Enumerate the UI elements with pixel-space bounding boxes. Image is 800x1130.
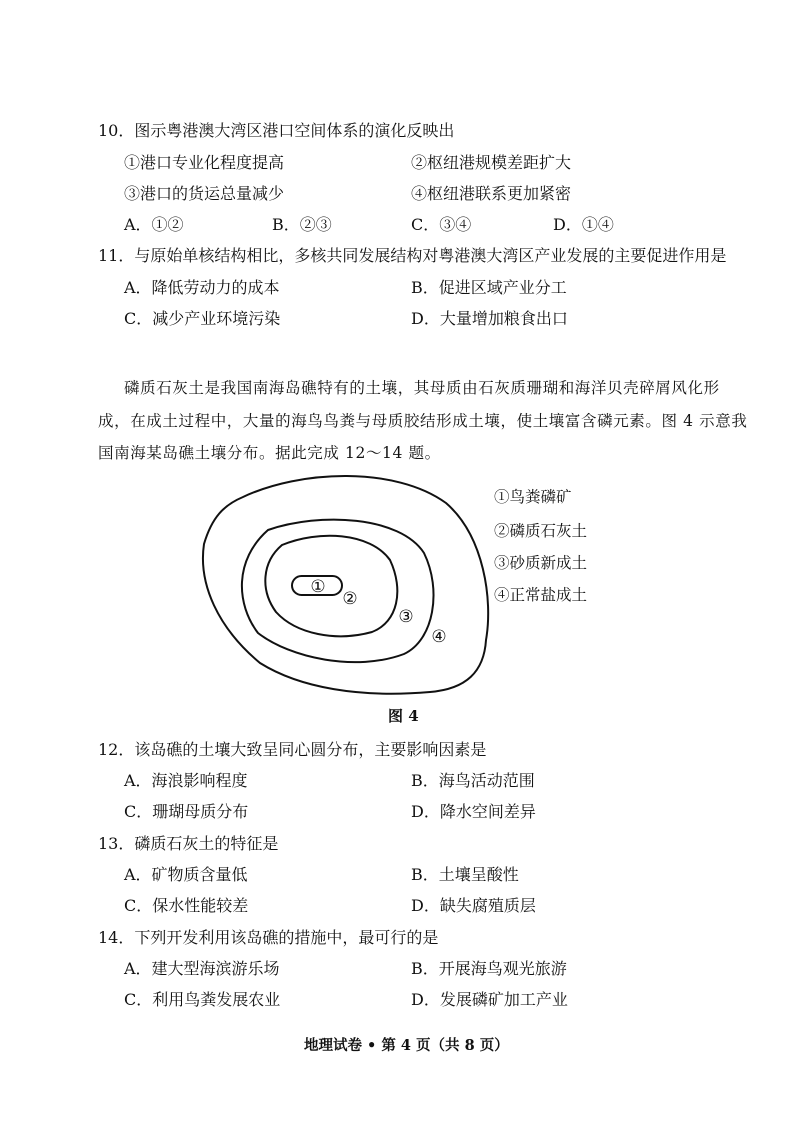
q12-option-b: B．海鸟活动范围 <box>411 771 535 790</box>
q10-option-a: A．①② <box>124 215 184 234</box>
q11-option-b: B．促进区域产业分工 <box>411 278 567 297</box>
q10-statement-3: ③港口的货运总量减少 <box>124 184 285 203</box>
q10-statement-1: ①港口专业化程度提高 <box>124 153 285 172</box>
legend-item-3: ③砂质新成土 <box>494 554 588 572</box>
passage-line-2: 成，在成土过程中，大量的海鸟鸟粪与母质胶结形成土壤，使土壤富含磷元素。图 4 示意我 <box>98 412 748 430</box>
q11-option-a: A．降低劳动力的成本 <box>124 278 280 297</box>
q10-statement-4: ④枢纽港联系更加紧密 <box>411 184 572 203</box>
figure-caption: 图 4 <box>388 707 419 725</box>
legend-item-4: ④正常盐成土 <box>494 586 588 604</box>
question-11-stem: 11．与原始单核结构相比，多核共同发展结构对粤港澳大湾区产业发展的主要促进作用是 <box>98 246 727 265</box>
passage-line-1: 磷质石灰土是我国南海岛礁特有的土壤，其母质由石灰质珊瑚和海洋贝壳碎屑风化形 <box>124 379 720 397</box>
zone-2-outline <box>265 536 397 637</box>
passage-line-3: 国南海某岛礁土壤分布。据此完成 12～14 题。 <box>98 444 441 462</box>
q13-option-b: B．土壤呈酸性 <box>411 865 519 884</box>
q10-statement-2: ②枢纽港规模差距扩大 <box>411 153 572 172</box>
q12-option-a: A．海浪影响程度 <box>124 771 248 790</box>
question-14-stem: 14．下列开发利用该岛礁的措施中，最可行的是 <box>98 928 439 947</box>
legend-item-2: ②磷质石灰土 <box>494 522 588 540</box>
question-12-stem: 12．该岛礁的土壤大致呈同心圆分布，主要影响因素是 <box>98 740 487 759</box>
page-footer: 地理试卷 • 第 4 页（共 8 页） <box>304 1037 509 1054</box>
q14-option-d: D．发展磷矿加工产业 <box>411 990 568 1009</box>
q14-option-b: B．开展海鸟观光旅游 <box>411 959 567 978</box>
q14-option-a: A．建大型海滨游乐场 <box>124 959 280 978</box>
q12-option-d: D．降水空间差异 <box>411 802 536 821</box>
q11-option-c: C．减少产业环境污染 <box>124 309 281 328</box>
question-13-stem: 13．磷质石灰土的特征是 <box>98 834 279 853</box>
q14-option-c: C．利用鸟粪发展农业 <box>124 990 281 1009</box>
q10-option-d: D．①④ <box>553 215 614 234</box>
zone-3-outline <box>242 520 434 663</box>
marker-2: ② <box>342 589 358 609</box>
q11-option-d: D．大量增加粮食出口 <box>411 309 568 328</box>
marker-4: ④ <box>431 627 447 647</box>
q13-option-c: C．保水性能较差 <box>124 896 249 915</box>
legend-item-1: ①鸟粪磷矿 <box>494 488 572 506</box>
question-10-stem: 10．图示粤港澳大湾区港口空间体系的演化反映出 <box>98 121 455 140</box>
marker-3: ③ <box>398 607 414 627</box>
q13-option-d: D．缺失腐殖质层 <box>411 896 536 915</box>
q10-option-b: B．②③ <box>272 215 332 234</box>
q10-option-c: C．③④ <box>411 215 472 234</box>
q12-option-c: C．珊瑚母质分布 <box>124 802 249 821</box>
marker-1: ① <box>310 577 326 597</box>
q13-option-a: A．矿物质含量低 <box>124 865 248 884</box>
